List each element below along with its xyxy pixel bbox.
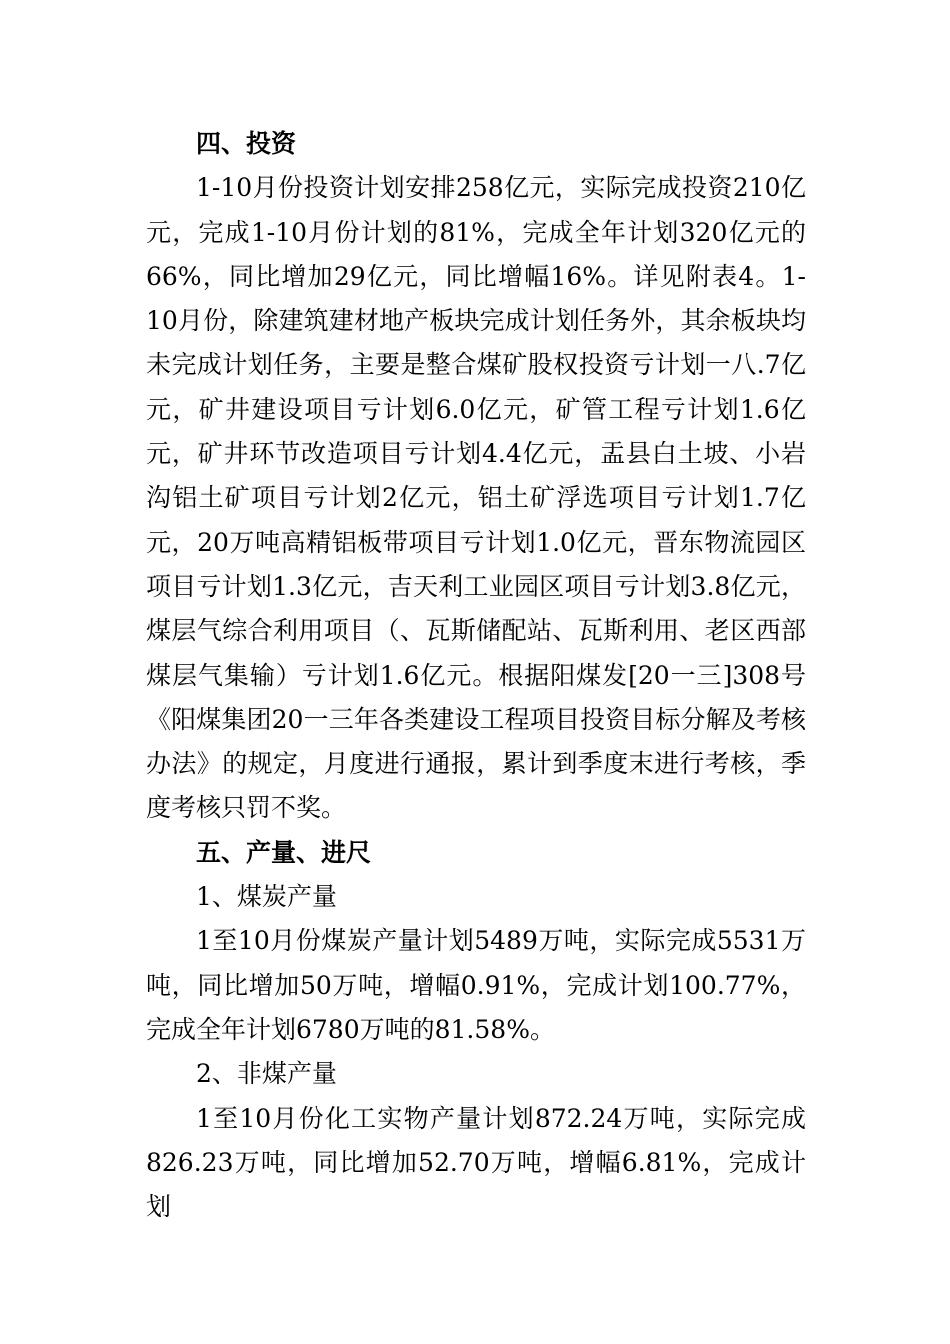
document-page xyxy=(146,122,806,1229)
noncoal-output-paragraph: 1至10月份化工实物产量计划872.24万吨，实际完成826.23万吨，同比增加52.70万吨，增幅6.81%，完成计划 xyxy=(146,1103,806,1222)
coal-output-title: 1、煤炭产量 xyxy=(196,882,337,912)
investment-paragraph: 1-10月份投资计划安排258亿元，实际完成投资210亿元，完成1-10月份计划的81%，完成全年计划320亿元的66%，同比增加29亿元，同比增幅16%。详见附表4。1-10月份，除建筑建材地产板块完成计划任务外，其余板块均未完成计划任务，主要是整合煤矿股权投资亏计划一八.7亿元，矿井建设项目亏计划6.0亿元，矿管工程亏计划1.6亿元，矿井环节改造项目亏计划4.4亿元，盂县白土坡、小岩沟铝土矿项目亏计划2亿元，铝土矿浮选项目亏计划1.7亿元，20万吨高精铝板带项目亏计划1.0亿元，晋东物流园区项目亏计划1.3亿元，吉天利工业园区项目亏计划3.8亿元，煤层气综合利用项目（、瓦斯储配站、瓦斯利用、老区西部煤层气集输）亏计划1.6亿元。根据阳煤发[20一三]308号《阳煤集团20一三年各类建设工程项目投资目标分解及考核办法》的规定，月度进行通报，累计到季度末进行考核，季度考核只罚不奖。 xyxy=(146,173,806,823)
section-heading-investment: 四、投资 xyxy=(196,129,297,158)
coal-output-paragraph: 1至10月份煤炭产量计划5489万吨，实际完成5531万吨，同比增加50万吨，增幅0.91%，完成计划100.77%，完成全年计划6780万吨的81.58%。 xyxy=(146,926,806,1044)
noncoal-output-title: 2、非煤产量 xyxy=(196,1059,337,1089)
section-heading-output: 五、产量、进尺 xyxy=(196,837,372,867)
